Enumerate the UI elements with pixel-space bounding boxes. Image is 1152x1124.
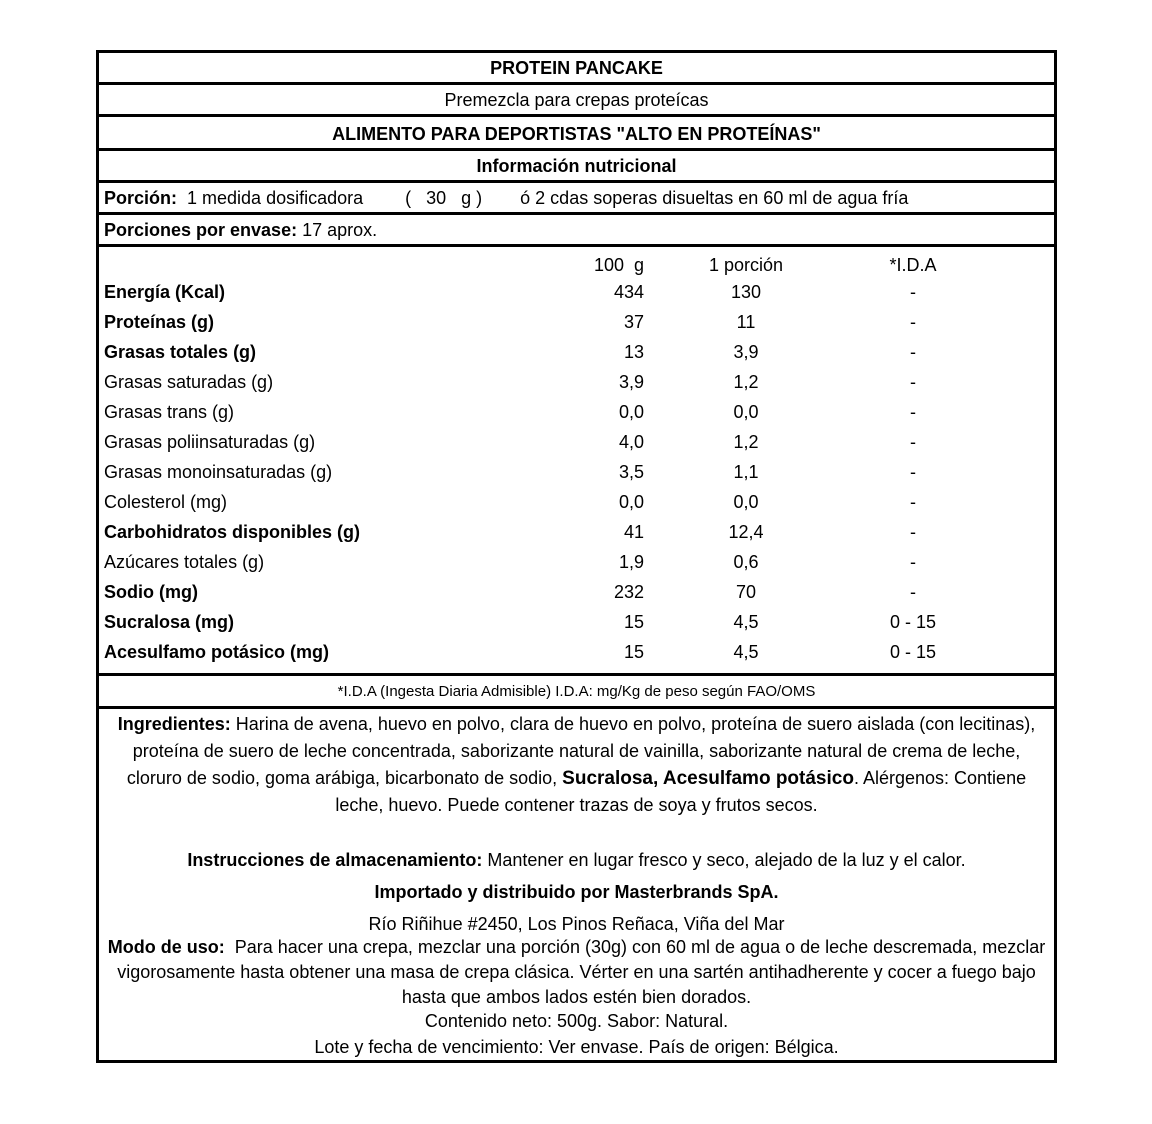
- nutrient-name: Grasas poliinsaturadas (g): [104, 431, 316, 452]
- value-ida: 0 - 15: [889, 641, 937, 662]
- value-per100: 232: [613, 581, 644, 602]
- value-per100: 3,5: [618, 461, 644, 482]
- value-ida: -: [910, 341, 916, 362]
- nutrient-name: Carbohidratos disponibles (g): [104, 521, 361, 542]
- value-portion: 0,6: [733, 551, 759, 572]
- nutrient-name: Grasas totales (g): [104, 341, 257, 362]
- servings-value: 17 aprox.: [302, 219, 378, 240]
- table-row: [99, 307, 1054, 337]
- value-ida: -: [910, 431, 916, 452]
- nutrient-name: Energía (Kcal): [104, 281, 226, 302]
- value-per100: 3,9: [618, 371, 644, 392]
- value-portion: 1,1: [733, 461, 759, 482]
- value-ida: -: [910, 581, 916, 602]
- value-portion: 130: [730, 281, 762, 302]
- portion-alt: ó 2 cdas soperas disueltas en 60 ml de agua fría: [520, 187, 909, 208]
- portion-grams: ( 30 g ): [405, 187, 483, 208]
- value-per100: 4,0: [618, 431, 644, 452]
- value-portion: 70: [735, 581, 757, 602]
- servings-row: [99, 215, 1054, 247]
- value-portion: 0,0: [733, 491, 759, 512]
- value-per100: 0,0: [618, 401, 644, 422]
- ida-footnote: *I.D.A (Ingesta Diaria Admisible) I.D.A: mg/Kg de peso según FAO/OMS: [99, 676, 1054, 709]
- value-per100: 434: [613, 281, 644, 302]
- ingredients-sweeteners: Sucralosa, Acesulfamo potásico: [562, 768, 854, 789]
- nutrient-name: Sucralosa (mg): [104, 611, 235, 632]
- usage-text: Para hacer una crepa, mezclar una porción (30g) con 60 ml de agua o de leche descremada, mezclar vigorosamente hasta obtener una masa de crepa clásica. Vérter en una sartén antihadherente y cocer a fuego bajo hasta que ambos lados estén bien dorados.: [117, 937, 1051, 1007]
- storage-text: Mantener en lugar fresco y seco, alejado de la luz y el calor.: [482, 850, 966, 870]
- value-ida: -: [910, 491, 916, 512]
- portion-row: [99, 183, 1054, 215]
- product-claim: ALIMENTO PARA DEPORTISTAS "ALTO EN PROTEÍNAS": [99, 117, 1054, 151]
- table-row: [99, 637, 1054, 667]
- table-row: [99, 337, 1054, 367]
- nutrient-name: Acesulfamo potásico (mg): [104, 641, 330, 662]
- value-per100: 37: [623, 311, 644, 332]
- nutrient-name: Azúcares totales (g): [104, 551, 265, 572]
- nutrient-name: Proteínas (g): [104, 311, 215, 332]
- table-row: [99, 577, 1054, 607]
- value-ida: -: [910, 401, 916, 422]
- value-portion: 0,0: [733, 401, 759, 422]
- portion-label: Porción:: [104, 187, 178, 208]
- value-per100: 13: [623, 341, 644, 362]
- servings-label: Porciones por envase:: [104, 219, 298, 240]
- value-portion: 4,5: [733, 641, 759, 662]
- value-ida: -: [910, 521, 916, 542]
- table-header: [99, 253, 1054, 277]
- value-portion: 11: [736, 311, 756, 332]
- table-row: [99, 457, 1054, 487]
- value-portion: 1,2: [733, 371, 759, 392]
- ingredients-text: Harina de avena, huevo en polvo, clara de huevo en polvo, proteína de suero aislada (con lecitinas), proteína de suero de leche concentrada, saborizante natural de vainilla, saborizante natural de crema de leche, cloruro de sodio, goma arábiga, bicarbonato de sodio,: [126, 714, 1036, 788]
- ingredients-block: [99, 709, 1054, 819]
- value-ida: -: [910, 311, 916, 332]
- address: Río Riñihue #2450, Los Pinos Reñaca, Viña del Mar: [368, 914, 785, 934]
- header-per100: 100 g: [593, 254, 644, 275]
- header-portion: 1 porción: [708, 254, 784, 275]
- value-ida: -: [910, 281, 916, 302]
- nutrient-name: Colesterol (mg): [104, 491, 228, 512]
- value-portion: 12,4: [728, 521, 764, 542]
- value-per100: 0,0: [618, 491, 644, 512]
- nutrition-table: [99, 247, 1054, 676]
- nutrient-name: Grasas saturadas (g): [104, 371, 274, 392]
- allergens-text: . Alérgenos: Contiene leche, huevo. Puede contener trazas de soya y frutos secos.: [335, 768, 1027, 815]
- lot-origin: Lote y fecha de vencimiento: Ver envase. País de origen: Bélgica.: [314, 1037, 839, 1057]
- table-row: [99, 517, 1054, 547]
- nutrition-label: [96, 50, 1057, 1063]
- storage-block: [99, 843, 1054, 875]
- usage-label: Modo de uso:: [107, 937, 225, 957]
- section-title: Información nutricional: [99, 151, 1054, 183]
- table-row: [99, 547, 1054, 577]
- value-ida: -: [910, 551, 916, 572]
- importer: Importado y distribuido por Masterbrands SpA.: [374, 882, 779, 902]
- value-per100: 15: [623, 611, 644, 632]
- value-ida: -: [910, 461, 916, 482]
- value-portion: 3,9: [733, 341, 759, 362]
- storage-label: Instrucciones de almacenamiento:: [187, 850, 483, 870]
- value-per100: 1,9: [618, 551, 644, 572]
- header-ida: *I.D.A: [889, 254, 937, 275]
- value-portion: 4,5: [733, 611, 759, 632]
- value-per100: 15: [623, 641, 644, 662]
- product-title: PROTEIN PANCAKE: [99, 53, 1054, 85]
- table-row: [99, 487, 1054, 517]
- table-row: [99, 607, 1054, 637]
- table-row: [99, 427, 1054, 457]
- usage-block: [99, 935, 1054, 1010]
- nutrient-name: Grasas trans (g): [104, 401, 235, 422]
- value-portion: 1,2: [733, 431, 759, 452]
- table-row: [99, 367, 1054, 397]
- net-content: Contenido neto: 500g. Sabor: Natural.: [424, 1011, 729, 1031]
- product-subtitle: Premezcla para crepas proteícas: [99, 85, 1054, 117]
- value-ida: 0 - 15: [889, 611, 937, 632]
- value-per100: 41: [623, 521, 644, 542]
- portion-measure: 1 medida dosificadora: [187, 187, 364, 208]
- table-row: [99, 397, 1054, 427]
- ingredients-label: Ingredientes:: [117, 714, 231, 734]
- nutrient-name: Grasas monoinsaturadas (g): [104, 461, 333, 482]
- value-ida: -: [910, 371, 916, 392]
- table-row: [99, 277, 1054, 307]
- nutrient-name: Sodio (mg): [104, 581, 198, 602]
